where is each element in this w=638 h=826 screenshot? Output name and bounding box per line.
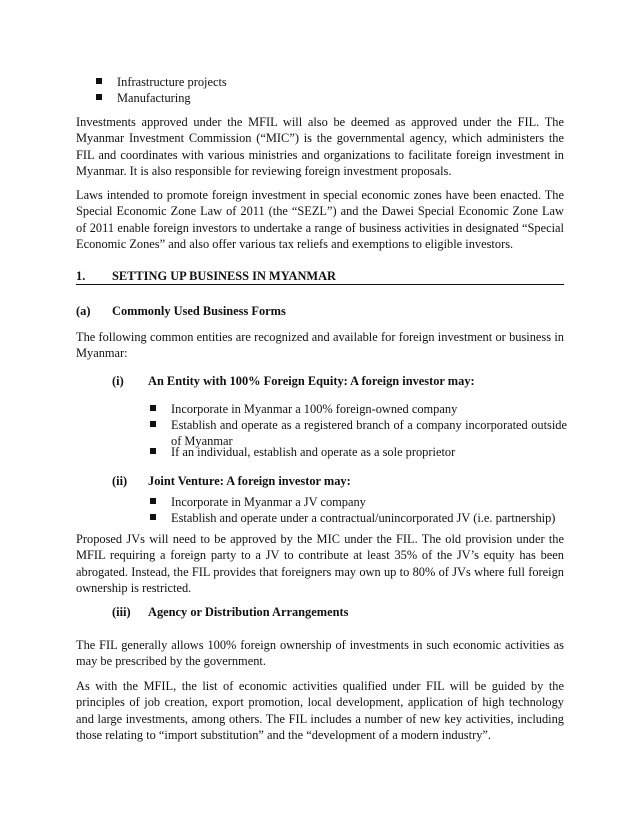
square-bullet-icon xyxy=(96,94,102,100)
paragraph-economic-activities: As with the MFIL, the list of economic activities qualified under FIL will be guided by the principles of job creation, export promotion, local development, application of high technology and large investments, among others. The FIL includes a number of new key activities, including those relating to “import substitution” and the “development of a modern industry”. xyxy=(76,679,564,743)
subsection-label: (a) xyxy=(76,304,91,318)
item-ii-title: Joint Venture: A foreign investor may: xyxy=(148,474,351,488)
bullet-text: Manufacturing xyxy=(117,91,191,105)
paragraph-mfil-approval: Investments approved under the MFIL will also be deemed as approved under the FIL. The Myanmar Investment Commission (“MIC”) is the governmental agency, which administers the FIL and coordinates with various ministries and organizations to facilitate foreign investment in Myanmar. It is also responsible for reviewing foreign investment proposals. xyxy=(76,115,564,179)
square-bullet-icon xyxy=(96,78,102,84)
section-number: 1. xyxy=(76,269,86,283)
square-bullet-icon xyxy=(150,498,156,504)
square-bullet-icon xyxy=(150,514,156,520)
section-title: SETTING UP BUSINESS IN MYANMAR xyxy=(112,269,336,283)
subsection-title: Commonly Used Business Forms xyxy=(112,304,286,318)
section-underline xyxy=(76,284,564,285)
item-i-label: (i) xyxy=(112,374,124,388)
item-i-title: An Entity with 100% Foreign Equity: A foreign investor may: xyxy=(148,374,475,388)
paragraph-foreign-ownership: The FIL generally allows 100% foreign ownership of investments in such economic activities as may be prescribed by the government. xyxy=(76,638,564,669)
item-iii-label: (iii) xyxy=(112,605,131,619)
square-bullet-icon xyxy=(150,405,156,411)
bullet-text: Incorporate in Myanmar a JV company xyxy=(171,495,366,509)
square-bullet-icon xyxy=(150,448,156,454)
bullet-text: Establish and operate as a registered branch of a company incorporated outside of Myanmar xyxy=(171,418,567,449)
square-bullet-icon xyxy=(150,421,156,427)
bullet-text: If an individual, establish and operate as a sole proprietor xyxy=(171,445,456,459)
paragraph-proposed-jvs: Proposed JVs will need to be approved by the MIC under the FIL. The old provision under the MFIL requiring a foreign party to a JV to contribute at least 35% of the JV’s equity has been abrogated. Instead, the FIL provides that foreigners may own up to 80% of JVs where full foreign ownership is restricted. xyxy=(76,532,564,596)
bullet-text: Establish and operate under a contractual/unincorporated JV (i.e. partnership) xyxy=(171,511,556,525)
bullet-text: Incorporate in Myanmar a 100% foreign-owned company xyxy=(171,402,458,416)
item-iii-title: Agency or Distribution Arrangements xyxy=(148,605,349,619)
item-ii-label: (ii) xyxy=(112,474,128,488)
paragraph-common-entities: The following common entities are recognized and available for foreign investment or business in Myanmar: xyxy=(76,330,564,361)
paragraph-special-economic-zones: Laws intended to promote foreign investment in special economic zones have been enacted. The Special Economic Zone Law of 2011 (the “SEZL”) and the Dawei Special Economic Zone Law of 2011 enable foreign investors to undertake a range of business activities in designated “Special Economic Zones” and also offer various tax reliefs and exemptions to eligible investors. xyxy=(76,188,564,252)
bullet-text: Infrastructure projects xyxy=(117,75,227,89)
